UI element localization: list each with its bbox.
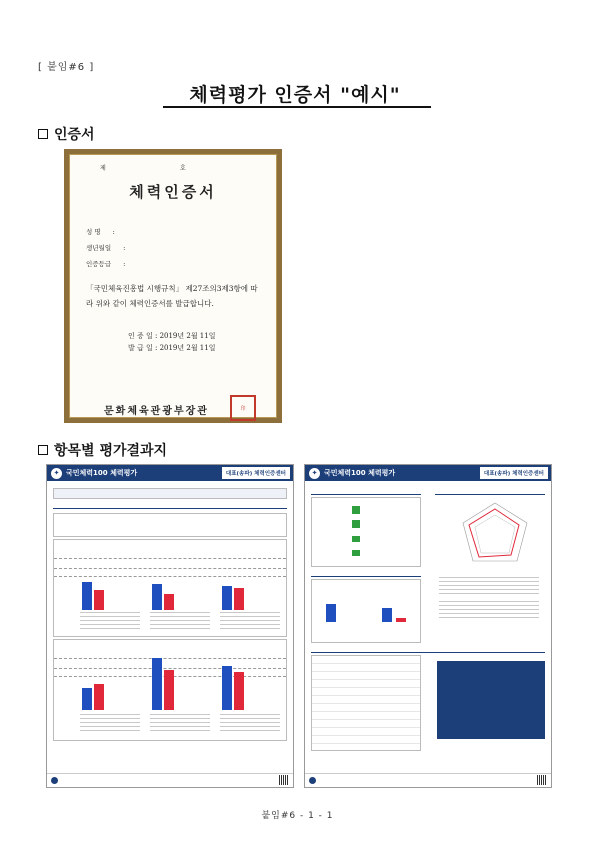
report-header [47, 465, 293, 481]
page-number: 붙임#6 - 1 - 1 [261, 811, 334, 821]
runner-logo-icon: ✦ [51, 468, 62, 479]
report-body-comp-box [311, 497, 421, 567]
certificate-body: 「국민체육진흥법 시행규칙」 제27조의3제3항에 따라 위와 같이 체력인증서를 발급합니다. [86, 284, 258, 308]
report-center-name: 대표(송파) 체력인증센터 [222, 467, 290, 479]
checkbox-icon [38, 129, 48, 139]
page-title: 체력평가 인증서 "예시" [189, 84, 401, 106]
section-results-label: 항목별 평가결과지 [54, 443, 168, 459]
title-underline [163, 106, 431, 108]
report-summary-box [53, 513, 287, 537]
promo-banner [437, 661, 545, 739]
certificate-issued-date: 발 급 일 : 2019년 2월 11일 [128, 344, 216, 352]
report-section-bar [311, 569, 421, 577]
report-center-name: 대표(송파) 체력인증센터 [480, 467, 548, 479]
section-results [38, 440, 167, 460]
qr-code-icon [279, 775, 289, 785]
certificate-field-birth: 생년월일 : [86, 244, 126, 252]
report-section-bar [435, 487, 545, 495]
section-certificate [38, 124, 95, 144]
certificate-image [64, 149, 282, 423]
section-certificate-label: 인증서 [54, 127, 95, 143]
certificate-issuer: 문화체육관광부장관 [104, 406, 209, 417]
report-sheet-right [304, 464, 552, 788]
certificate-certified-date: 인 증 일 : 2019년 2월 11일 [128, 332, 216, 340]
report-footer [305, 773, 551, 787]
report-section-bar [311, 645, 545, 653]
report-header-title: 국민체력100 체력평가 [324, 469, 396, 477]
report-fitness-box [311, 579, 421, 643]
report-section-bar [311, 487, 421, 495]
report-section-bar [53, 501, 287, 509]
certificate-field-grade: 인증등급 : [86, 260, 126, 268]
radar-chart [455, 499, 535, 569]
annex-label: [ 붙임#6 ] [38, 62, 95, 73]
certificate-field-name: 성 명 : [86, 228, 115, 236]
certificate-number-suffix: 호 [180, 165, 186, 172]
report-chart-lower [53, 639, 287, 741]
certificate-number-label: 제 [100, 165, 106, 172]
report-sheet-left [46, 464, 294, 788]
report-chart-upper [53, 539, 287, 637]
report-header-title: 국민체력100 체력평가 [66, 469, 138, 477]
official-seal-icon: 印 [230, 395, 256, 421]
report-info-row [53, 488, 287, 499]
report-table [311, 655, 421, 751]
certificate-heading: 체력인증서 [129, 183, 217, 201]
checkbox-icon [38, 445, 48, 455]
qr-code-icon [537, 775, 547, 785]
report-header [305, 465, 551, 481]
report-footer [47, 773, 293, 787]
runner-logo-icon: ✦ [309, 468, 320, 479]
